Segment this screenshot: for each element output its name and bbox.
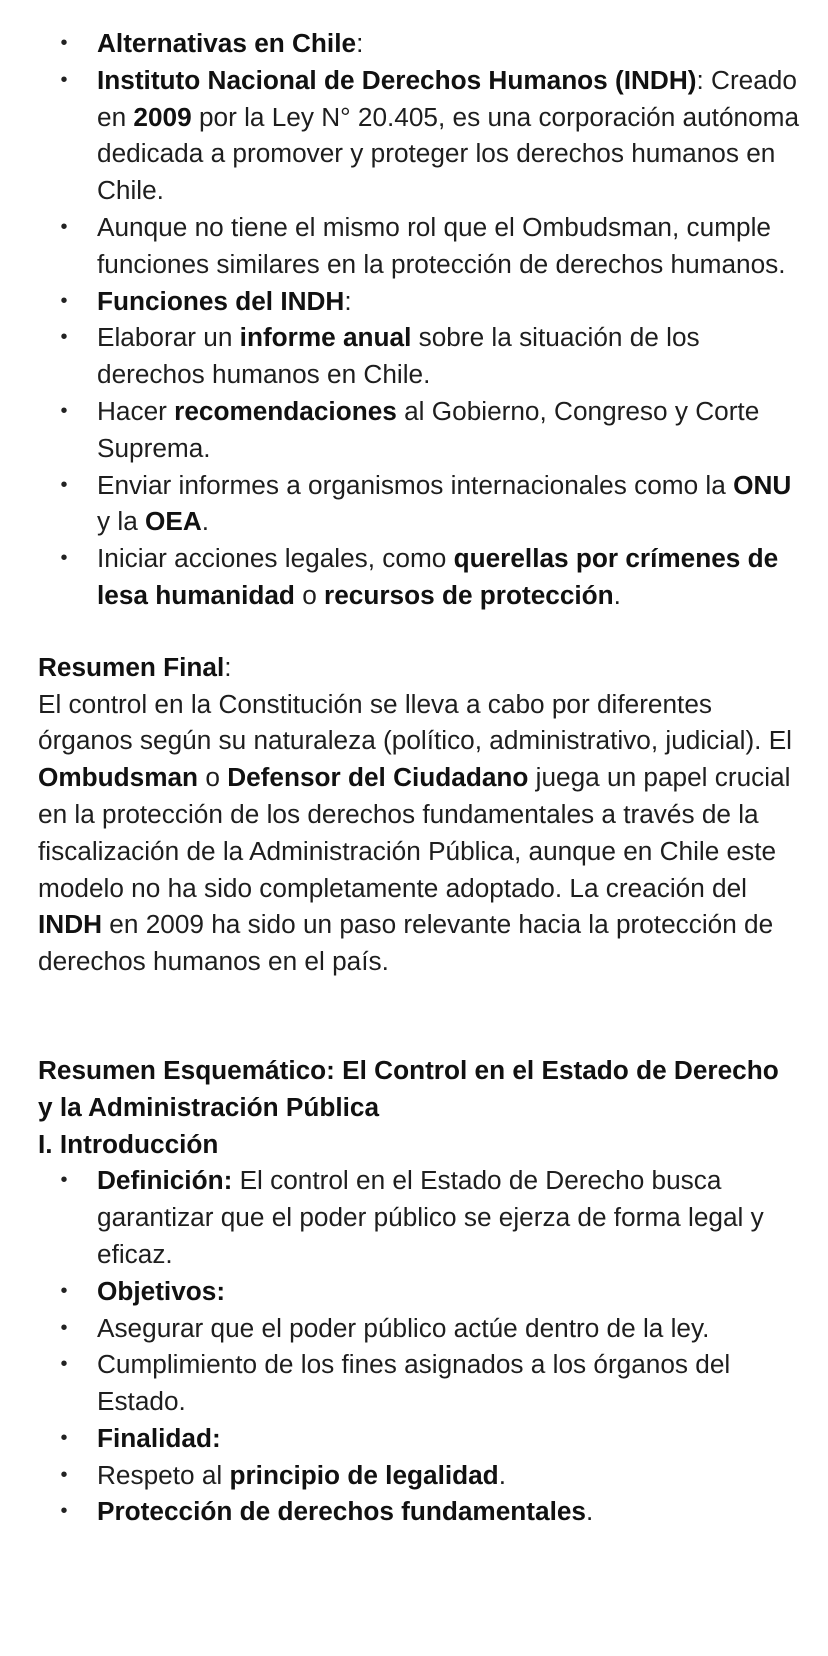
bold-text: Funciones del INDH: [97, 285, 345, 316]
bullet-icon: •: [60, 1316, 68, 1339]
bold-text: I. Introducción: [38, 1128, 219, 1159]
list-item: [0, 393, 828, 467]
list-item: [0, 1310, 828, 1347]
list-item: [0, 467, 828, 541]
bold-text: informe anual: [239, 322, 412, 353]
text-run: o: [198, 762, 228, 793]
bullet-icon: •: [60, 473, 68, 496]
list-item: [0, 209, 828, 283]
bold-text: 2009: [133, 101, 192, 132]
bullet-icon: •: [60, 68, 68, 91]
text-run: juega un papel crucial en la protección de los derechos fundamentales a través de la fiscalización de la Administración Pública, aunque en Chile este modelo no ha sido completamente adoptado. La creación del: [38, 762, 791, 903]
text-run: .: [613, 579, 621, 610]
list-item: [0, 1346, 828, 1420]
text-run: .: [498, 1459, 506, 1490]
text-run: :: [356, 28, 364, 58]
bullet-icon: •: [60, 1279, 68, 1302]
list-item: [0, 283, 828, 320]
text-run: o: [294, 579, 325, 610]
text-run: Hacer: [97, 395, 175, 426]
text-run: sobre la situación de los derechos humanos en Chile.: [97, 322, 700, 390]
list-item: [0, 1493, 828, 1530]
bullet-icon: •: [60, 1169, 68, 1192]
spacer: [0, 614, 828, 649]
bold-text: Defensor del Ciudadano: [227, 762, 529, 793]
list-item: [0, 62, 828, 209]
bold-text: recomendaciones: [174, 395, 397, 426]
list-item: [0, 540, 828, 614]
text-run: :: [224, 651, 232, 682]
bold-text: Protección de derechos fundamentales: [97, 1496, 586, 1527]
bullet-icon: •: [60, 399, 68, 422]
list-item: [0, 1420, 828, 1457]
list-item: [0, 1162, 828, 1272]
bold-text: recursos de protección: [324, 579, 614, 610]
bold-text: ONU: [733, 469, 792, 500]
bullet-icon: •: [60, 215, 68, 238]
text-run: en 2009 ha sido un paso relevante hacia la protección de derechos humanos en el país.: [38, 909, 774, 977]
bold-text: Resumen Final: [38, 651, 225, 682]
bold-text: querellas por crímenes de lesa humanidad: [97, 543, 779, 610]
bold-text: Alternativas en Chile: [97, 28, 357, 58]
bullet-icon: •: [60, 32, 68, 54]
section-heading-introduccion: [0, 1126, 828, 1163]
resumen-final-heading: [0, 649, 828, 686]
bold-text: OEA: [145, 506, 202, 537]
bullet-icon: •: [60, 1426, 68, 1449]
esquema-title: [0, 1052, 828, 1126]
bullet-icon: •: [60, 1500, 68, 1523]
text-run: al Gobierno, Congreso y Corte Suprema.: [97, 395, 760, 463]
resumen-final-paragraph: [0, 686, 828, 980]
text-run: Asegurar que el poder público actúe dentro de la ley.: [97, 1312, 710, 1343]
text-run: Iniciar acciones legales, como: [97, 543, 454, 574]
text-run: y la: [97, 506, 146, 537]
text-run: por la Ley N° 20.405, es una corporación autónoma dedicada a promover y proteger los derechos humanos en Chile.: [97, 101, 800, 206]
bullet-icon: •: [60, 1353, 68, 1376]
bold-text: Resumen Esquemático: El Control en el Estado de Derecho y la Administración Pública: [38, 1054, 779, 1122]
bold-text: principio de legalidad: [229, 1459, 499, 1490]
bold-text: Instituto Nacional de Derechos Humanos (INDH): [97, 64, 697, 95]
bullet-icon: •: [60, 547, 68, 570]
list-item: [0, 319, 828, 393]
list-item: [0, 25, 828, 62]
indh-bullet-list: [0, 25, 828, 614]
bullet-icon: •: [60, 1463, 68, 1486]
text-run: Respeto al: [97, 1459, 230, 1490]
bold-text: Objetivos:: [97, 1275, 226, 1306]
text-run: .: [585, 1496, 594, 1527]
bold-text: Finalidad:: [97, 1422, 221, 1453]
spacer: [0, 980, 828, 1052]
text-run: .: [201, 506, 210, 537]
list-item: [0, 1457, 828, 1494]
text-run: Aunque no tiene el mismo rol que el Ombudsman, cumple funciones similares en la protección de derechos humanos.: [97, 211, 786, 279]
text-run: El control en el Estado de Derecho busca garantizar que el poder público se ejerza de forma legal y eficaz.: [97, 1165, 764, 1269]
bold-text: Definición:: [97, 1165, 233, 1196]
text-run: : Creado en: [97, 64, 797, 132]
text-run: Enviar informes a organismos internacionales como la: [97, 469, 734, 500]
bullet-icon: •: [60, 289, 68, 312]
bold-text: INDH: [38, 909, 103, 940]
text-run: Elaborar un: [97, 322, 240, 353]
text-run: :: [344, 285, 352, 316]
bold-text: Ombudsman: [38, 762, 199, 793]
introduccion-bullet-list: [0, 1162, 828, 1530]
bullet-icon: •: [60, 326, 68, 349]
list-item: [0, 1273, 828, 1310]
text-run: El control en la Constitución se lleva a cabo por diferentes órganos según su naturaleza (político, administrativo, judicial). El: [38, 688, 793, 756]
text-run: Cumplimiento de los fines asignados a los órganos del Estado.: [97, 1349, 731, 1417]
